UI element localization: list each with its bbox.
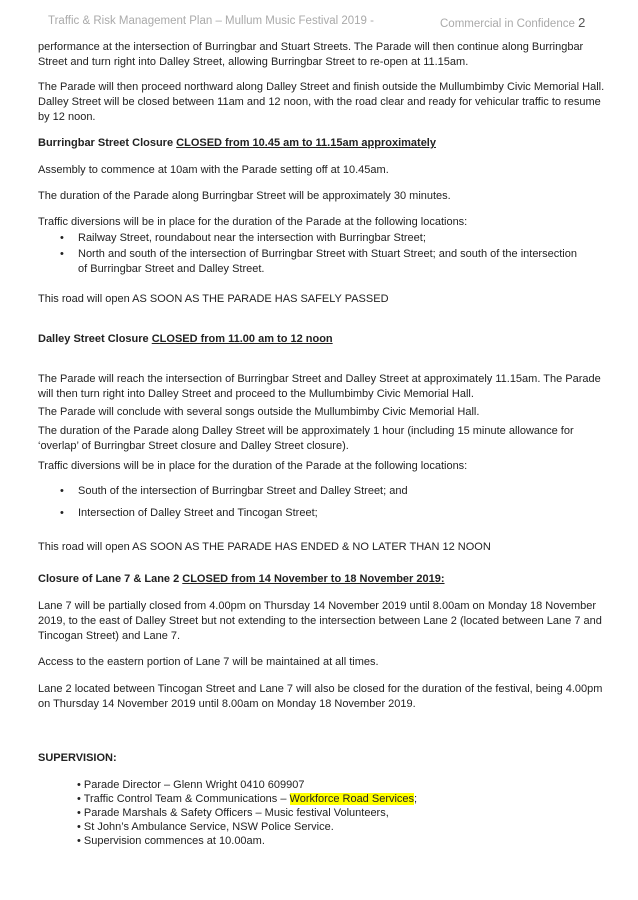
heading-underlined: CLOSED from 14 November to 18 November 2019: xyxy=(182,573,445,585)
paragraph: The Parade will reach the intersection of Burringbar Street and Dalley Street at approximately 11.15am. The Parade will then turn right into Dalley Street and proceed to the Mullumbimby Civic Memorial Hall. xyxy=(38,373,601,400)
confidentiality-label: Commercial in Confidence xyxy=(440,18,575,30)
paragraph: performance at the intersection of Burringbar and Stuart Streets. The Parade will then continue along Burringbar Street and turn right into Dalley Street, allowing Burringbar Street to re-open at 11.15am. xyxy=(38,41,584,68)
list-item: • Supervision commences at 10.00am. xyxy=(77,835,265,847)
list-item xyxy=(77,792,638,806)
highlighted-text: Workforce Road Services xyxy=(289,793,415,805)
paragraph: The duration of the Parade along Burringbar Street will be approximately 30 minutes. xyxy=(38,190,451,202)
list-item: • Railway Street, roundabout near the intersection with Burringbar Street; xyxy=(38,231,608,247)
burringbar-diversions xyxy=(38,231,608,278)
list-item: • Parade Director – Glenn Wright 0410 609907 xyxy=(77,779,305,791)
supervision-heading: SUPERVISION: xyxy=(38,752,117,764)
dalley-heading xyxy=(38,332,608,347)
header-title: Traffic & Risk Management Plan – Mullum Music Festival 2019 - xyxy=(48,15,374,27)
heading-underlined: CLOSED from 11.00 am to 12 noon xyxy=(151,333,333,345)
heading-text: Burringbar Street Closure xyxy=(38,137,174,149)
heading-underlined: CLOSED from 10.45 am to 11.15am approximately xyxy=(176,137,436,149)
burringbar-heading xyxy=(38,136,608,151)
list-item: • St John’s Ambulance Service, NSW Police Service. xyxy=(77,821,334,833)
paragraph: Assembly to commence at 10am with the Parade setting off at 10.45am. xyxy=(38,164,389,176)
paragraph: Lane 7 will be partially closed from 4.00pm on Thursday 14 November 2019 until 8.00am on Monday 18 November 2019, to the east of Dalley Street but not extending to the intersection between Lane 2 (located between Lane 7 and Tincogan Street) and Lane 7. xyxy=(38,600,602,642)
paragraph: The Parade will then proceed northward along Dalley Street and finish outside the Mullumbimby Civic Memorial Hall. Dalley Street will be closed between 11am and 12 noon, with the road clear and ready for vehicular traffic to resume by 12 noon. xyxy=(38,81,605,123)
list-item: • North and south of the intersection of Burringbar Street with Stuart Street; and south of the intersection of Burringbar Street and Dalley Street. xyxy=(38,247,578,278)
list-item: • South of the intersection of Burringbar Street and Dalley Street; and xyxy=(38,480,608,502)
paragraph: The Parade will conclude with several songs outside the Mullumbimby Civic Memorial Hall. xyxy=(38,406,480,418)
dalley-diversions xyxy=(38,480,608,524)
paragraph: Traffic diversions will be in place for the duration of the Parade at the following locations: xyxy=(38,460,468,472)
list-item: • Intersection of Dalley Street and Tincogan Street; xyxy=(38,502,608,524)
lanes-heading xyxy=(38,572,608,587)
paragraph: Access to the eastern portion of Lane 7 will be maintained at all times. xyxy=(38,656,379,668)
paragraph: This road will open AS SOON AS THE PARADE HAS ENDED & NO LATER THAN 12 NOON xyxy=(38,541,491,553)
page-header xyxy=(48,15,618,30)
header-confidentiality xyxy=(440,15,585,30)
heading-text: Dalley Street Closure xyxy=(38,333,149,345)
item-text: • Traffic Control Team & Communications – xyxy=(77,793,290,805)
paragraph: This road will open AS SOON AS THE PARADE HAS SAFELY PASSED xyxy=(38,293,389,305)
heading-text: Closure of Lane 7 & Lane 2 xyxy=(38,573,180,585)
paragraph: The duration of the Parade along Dalley Street will be approximately 1 hour (including 15 minute allowance for ‘overlap’ of Burringbar Street closure and Dalley Street closure). xyxy=(38,425,574,452)
list-item: • Parade Marshals & Safety Officers – Music festival Volunteers, xyxy=(77,807,389,819)
paragraph: Traffic diversions will be in place for the duration of the Parade at the following locations: xyxy=(38,216,468,228)
page-number: 2 xyxy=(578,15,586,30)
item-punctuation: ; xyxy=(414,793,418,805)
supervision-list xyxy=(38,778,638,848)
paragraph: Lane 2 located between Tincogan Street and Lane 7 will also be closed for the duration of the festival, being 4.00pm on Thursday 14 November 2019 until 8.00am on Monday 18 November 2019. xyxy=(38,683,603,710)
